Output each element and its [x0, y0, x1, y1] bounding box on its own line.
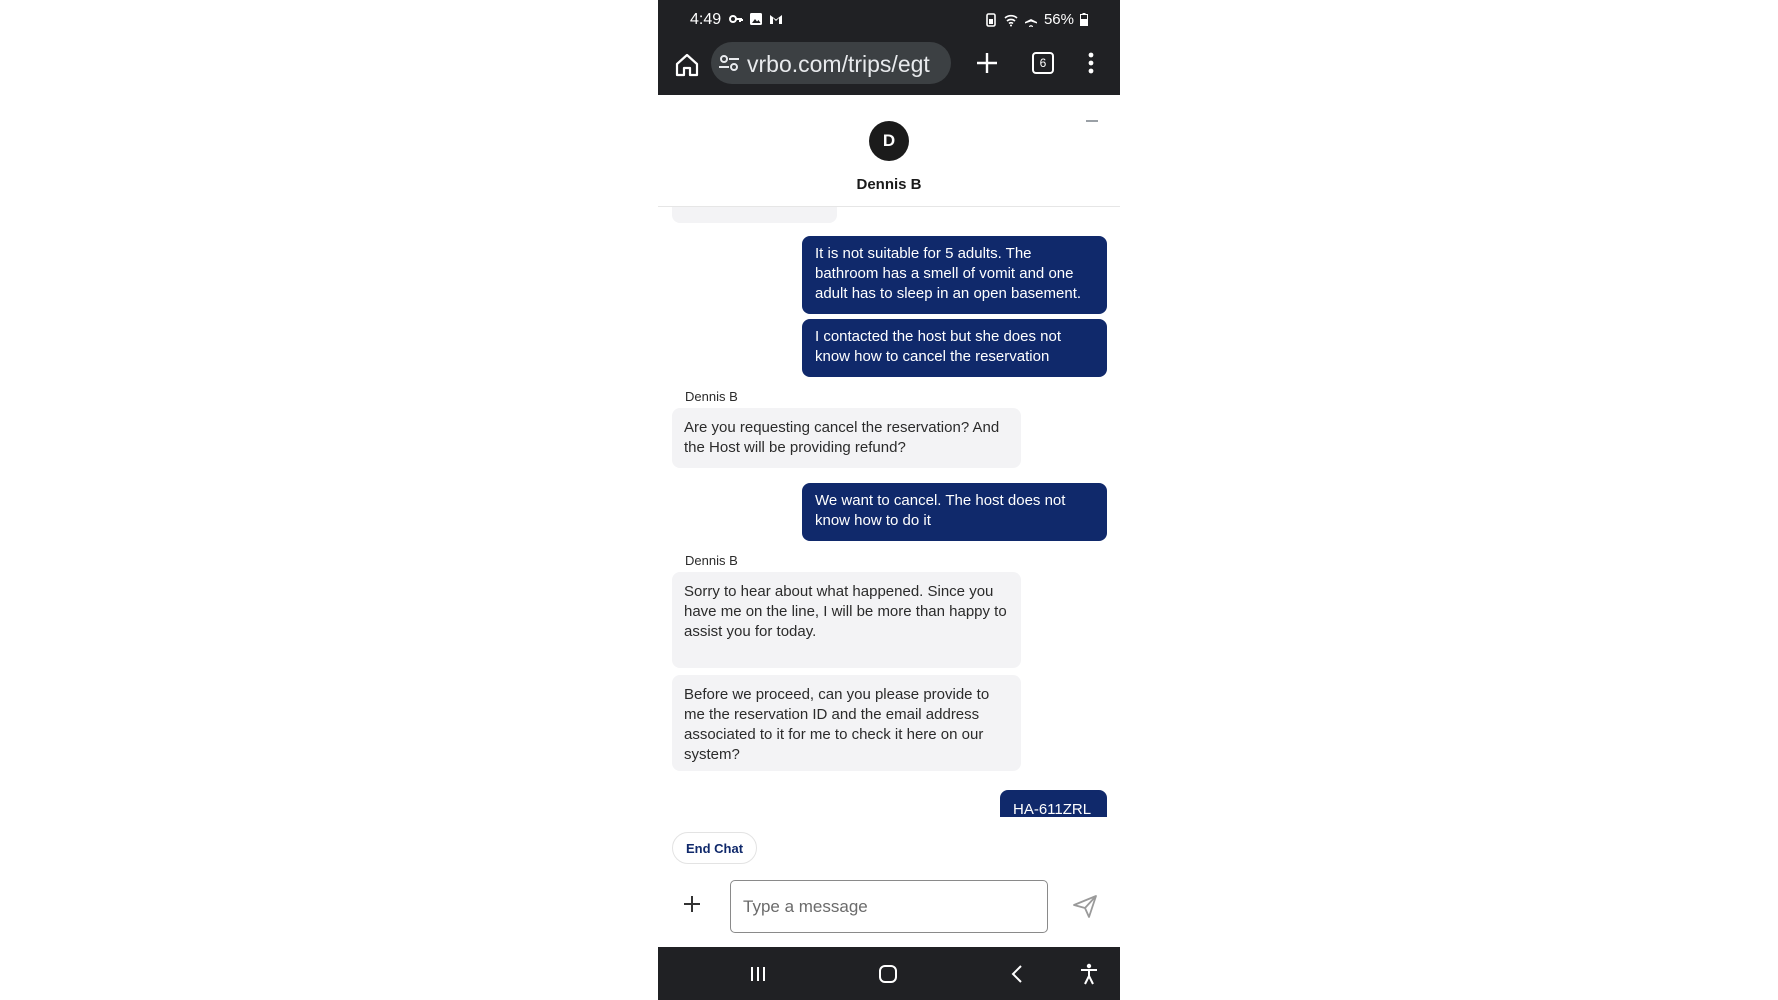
sender-name: Dennis B [685, 389, 738, 404]
minimize-icon[interactable] [1086, 120, 1098, 122]
status-bar [658, 0, 1120, 40]
battery-percent: 56% [1043, 11, 1074, 28]
address-bar[interactable] [711, 42, 951, 84]
url-text: vrbo.com/trips/egt [747, 51, 930, 77]
previous-message-bubble [672, 207, 837, 223]
new-tab-icon[interactable] [974, 50, 1000, 76]
sender-name: Dennis B [685, 553, 738, 568]
agent-message: Before we proceed, can you please provide to me the reservation ID and the email address associated to it for me to check it here on our system? [672, 675, 1021, 771]
avatar: D [869, 121, 909, 161]
message-input[interactable] [730, 880, 1048, 933]
notification-icons [729, 12, 783, 26]
end-chat-button[interactable]: End Chat [672, 832, 757, 864]
tab-switcher-icon[interactable] [1032, 52, 1054, 74]
site-settings-icon[interactable] [717, 52, 741, 74]
battery-saver-icon [984, 13, 998, 27]
agent-name: Dennis B [856, 176, 922, 193]
user-message: HA-611ZRL [1000, 790, 1107, 817]
system-nav-bar [658, 947, 1120, 1000]
image-icon [749, 12, 763, 26]
wifi-icon [1004, 13, 1018, 27]
gmail-icon [769, 12, 783, 26]
phone-screen [658, 0, 1120, 1000]
user-message: We want to cancel. The host does not know how to do it [802, 483, 1107, 541]
agent-message: Are you requesting cancel the reservation? And the Host will be providing refund? [672, 408, 1021, 468]
chat-header [658, 95, 1120, 207]
tab-count: 6 [1039, 56, 1047, 70]
back-icon[interactable] [1006, 962, 1030, 986]
attach-plus-icon[interactable] [682, 894, 702, 914]
browser-chrome [658, 0, 1120, 95]
airplane-icon [1024, 13, 1038, 27]
agent-message: Sorry to hear about what happened. Since you have me on the line, I will be more than happy to assist you for today. [672, 572, 1021, 668]
key-icon [729, 12, 743, 26]
accessibility-icon[interactable] [1077, 962, 1101, 986]
message-list[interactable] [658, 207, 1120, 817]
battery-icon [1080, 13, 1088, 26]
send-icon[interactable] [1072, 893, 1098, 919]
user-message: It is not suitable for 5 adults. The bathroom has a smell of vomit and one adult has to sleep in an open basement. [802, 236, 1107, 314]
system-icons [984, 11, 1088, 28]
home-icon[interactable] [672, 50, 702, 80]
status-time: 4:49 [690, 11, 722, 28]
more-icon[interactable] [1081, 50, 1101, 76]
home-nav-icon[interactable] [876, 962, 900, 986]
recent-apps-icon[interactable] [746, 962, 770, 986]
user-message: I contacted the host but she does not know how to cancel the reservation [802, 319, 1107, 377]
